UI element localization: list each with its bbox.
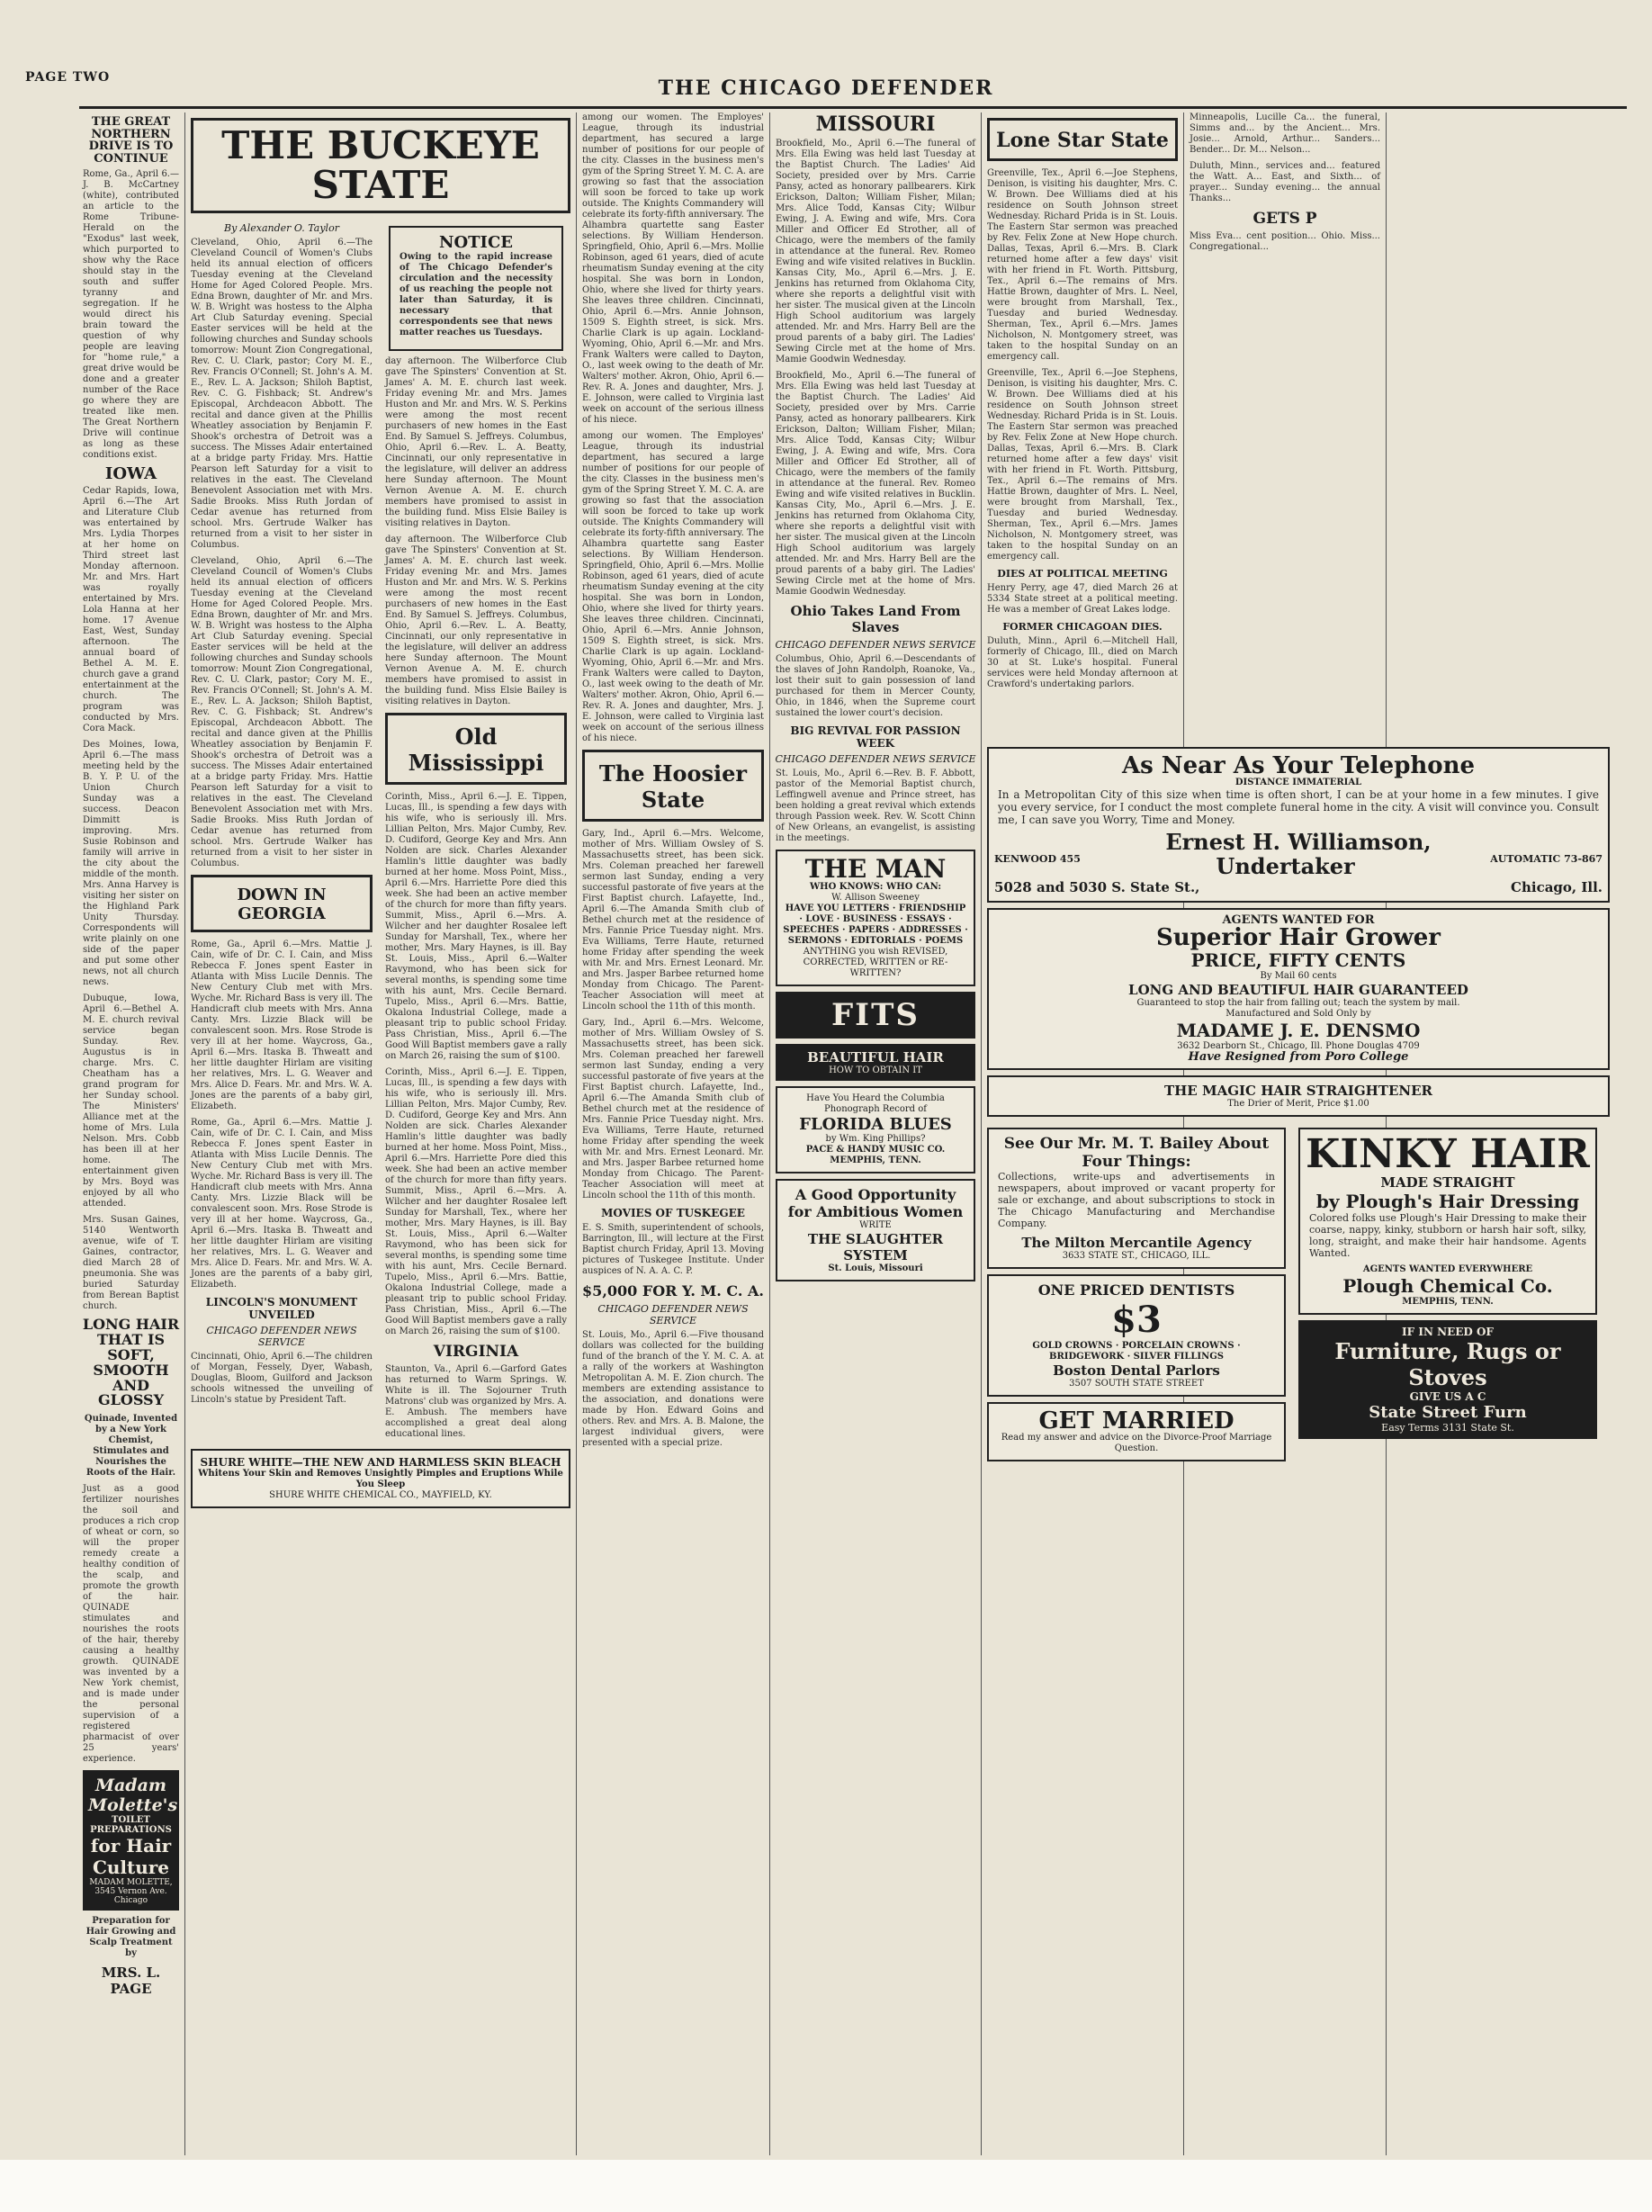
story-body: day afternoon. The Wilberforce Club gave The Spinsters' Convention at St. James' A. M. E. church last week. Friday evening Mr. and Mrs. James Huston and Mr. and Mrs. W. S. Perkins were among the most recent purchasers of new homes in the East End. By Samuel S. Jeffreys. Columbus, Ohio, April 6.—Rev. L. A. Beatty, Cincinnati, our only representative in the legislature, will deliver an address here Sunday afternoon. The Mount Vernon Avenue A. M. E. church members have promised to assist in the building fund. Miss Elsie Bailey is visiting relatives in Dayton.	[385, 535, 567, 707]
buckeye-left	[187, 220, 376, 1445]
opportunity-ad	[776, 1179, 975, 1281]
dentists-price: $3	[1111, 1299, 1162, 1341]
column-1	[79, 112, 183, 2155]
madam-ad-line1: TOILET PREPARATIONS	[90, 1815, 172, 1836]
column-3	[579, 112, 768, 2155]
agents-mfg: Manufactured and Sold Only by	[1226, 1009, 1371, 1019]
opp-ad-city: St. Louis, Missouri	[828, 1263, 923, 1274]
man-ad-name: W. Allison Sweeney	[831, 893, 920, 904]
undertaker-name: Ernest H. Williamson,	[1165, 829, 1432, 855]
buckeye-headline-box	[191, 118, 570, 213]
story-body: Greenville, Tex., April 6.—Joe Stephens, Denison, is visiting his daughter, Mrs. C. W. Brown. Dee Williams died at his residence on South Johnson street Wednesday. Richard Prida is in St. Louis. The Eastern Star sermon was preached by Rev. Felix Zone at New Hope church. Dallas, Texas, April 6.—Mrs. B. Clark returned home after a few days' visit with her friend in Ft. Worth. Pittsburg, Tex., April 6.—The remains of Mrs. Hattie Brown, daughter of Mrs. L. Neel, were brought from Marshall, Tex., Tuesday and buried Wednesday. Sherman, Tex., April 6.—Mrs. James Nicholson, N. Montgomery street, was taken to the hospital Sunday on an emergency call.	[987, 168, 1178, 362]
furn-name: State Street Furn	[1369, 1403, 1527, 1422]
page-ad-title: Preparation for Hair Growing and Scalp Treatment by	[85, 1916, 176, 1959]
section-head-ymca: $5,000 FOR Y. M. C. A.	[582, 1282, 764, 1299]
hair-ad-sub: HOW TO OBTAIN IT	[829, 1066, 922, 1076]
story-body: Corinth, Miss., April 6.—J. E. Tippen, Lucas, Ill., is spending a few days with his wife, who is seriously ill. Mrs. Lillian Pelton, Mrs. Major Cumby, Rev. D. Cudiford, George Key and Mrs. Ann Nolden are sick. Charles Alexander Hamlin's little daughter was badly burned at her home. Moss Point, Miss., April 6.—Mrs. Harriette Pore died this week. She had been an active member of the church for more than fifty years. Summit, Miss., April 6.—Mrs. A. Wilcher and her daughter Rosalee left Sunday for Marshall, Tex., where her mother, Mrs. Mary Haynes, is ill. Bay St. Louis, Miss., April 6.—Walter Ravymond, who has been sick for several months, is spending some time with his aunt, Mrs. Cecile Bernard. Tupelo, Miss., April 6.—Mrs. Battie, Okalona Industrial College, made a pleasant trip to public school Friday. Pass Christian, Miss., April 6.—The Good Will Baptist members gave a rally on March 26, raising the sum of $100.	[385, 792, 567, 1062]
story-body: Gary, Ind., April 6.—Mrs. Welcome, mother of Mrs. William Owsley of S. Massachusetts street, has been sick. Mrs. Coleman preached her farewell sermon last Sunday, ending a very successful pastorate of five years at the First Baptist church. Lafayette, Ind., April 6.—The Amanda Smith club of Bethel church met at the residence of Mrs. Fannie Price Tuesday night. Mrs. Eva Williams, Terre Haute, returned home Friday after spending the week with Mr. and Mrs. Ernest Leonard. Mr. and Mrs. Jasper Barbee returned home Monday from Chicago. The Parent-Teacher Association will meet at Lincoln school the 11th of this month.	[582, 829, 764, 1012]
furn-main: Furniture, Rugs or Stoves	[1334, 1338, 1561, 1390]
page-ad-name: MRS. L. PAGE	[101, 1965, 161, 1998]
column-divider	[981, 112, 982, 2155]
news-service: CHICAGO DEFENDER NEWS SERVICE	[597, 1303, 749, 1326]
beautiful-hair-ad	[776, 1044, 975, 1081]
section-head-georgia: DOWN IN GEORGIA	[237, 886, 327, 924]
lower-ads-right	[1295, 1122, 1601, 1467]
hair-grower-ad	[987, 908, 1610, 1070]
furn-terms: Easy Terms 3131 State St.	[1381, 1422, 1514, 1434]
madam-ad-address: MADAM MOLETTE, 3545 Vernon Ave. Chicago	[89, 1878, 173, 1906]
news-service: CHICAGO DEFENDER NEWS SERVICE	[775, 639, 976, 652]
byline: By Alexander O. Taylor	[224, 222, 339, 235]
story-body: Brookfield, Mo., April 6.—The funeral of Mrs. Ella Ewing was held last Tuesday at the Baptist Church. The Ladies' Aid Society, presided over by Mrs. Carrie Pansy, acted as honorary pallbearers. Kirk Erickson, Dalton; William Fisher, Milan; Mrs. Alice Todd, Kansas City; Wilbur Ewing, J. A. Ewing and wife, Mrs. Cora Miller and Officer Ed Strother, all of Chicago, were the members of the family in attendance at the funeral. Rev. Romeo Ewing and wife visited relatives in Bucklin. Kansas City, Mo., April 6.—Mrs. J. E. Jenkins has returned from Oklahoma City, where she reports a delightful visit with her sister. The musical given at the Lincoln High School auditorium was largely attended. Mr. and Mrs. Harry Bell are the proud parents of a baby girl. The Ladies' Sewing Circle met at the home of Mrs. Mamie Goodwin Wednesday.	[776, 371, 975, 598]
dentists-lines: GOLD CROWNS · PORCELAIN CROWNS · BRIDGEWORK · SILVER FILLINGS	[1032, 1341, 1241, 1362]
story-body: Brookfield, Mo., April 6.—The funeral of Mrs. Ella Ewing was held last Tuesday at the Baptist Church. The Ladies' Aid Society, presided over by Mrs. Carrie Pansy, acted as honorary pallbearers. Kirk Erickson, Dalton; William Fisher, Milan; Mrs. Alice Todd, Kansas City; Wilbur Ewing, J. A. Ewing and wife, Mrs. Cora Miller and Officer Ed Strother, all of Chicago, were the members of the family in attendance at the funeral. Rev. Romeo Ewing and wife visited relatives in Bucklin. Kansas City, Mo., April 6.—Mrs. J. E. Jenkins has returned from Oklahoma City, where she reports a delightful visit with her sister. The musical given at the Lincoln High School auditorium was largely attended. Mr. and Mrs. Harry Bell are the proud parents of a baby girl. The Ladies' Sewing Circle met at the home of Mrs. Mamie Goodwin Wednesday.	[776, 139, 975, 365]
story-body: E. S. Smith, superintendent of schools, Barrington, Ill., will lecture at the First Baptist church Friday, April 13. Moving pictures of Tuskegee Institute. Under auspices of N. A. A. C. P.	[582, 1223, 764, 1276]
mississippi-head-box	[385, 713, 567, 785]
story-body: among our women. The Employes' League, through its industrial department, has secured a large number of positions for our people of the city. Classes in the business men's gym of the Spring Street Y. M. C. A. are growing so fast that the association will soon be forced to take up work outside. The Knights Commandery will celebrate its forty-fifth anniversary. The Alhambra quartette sang Easter selections. By William Henderson. Springfield, Ohio, April 6.—Mrs. Mollie Robinson, aged 61 years, died of acute rheumatism Sunday evening at the city hospital. She was born in London, Ohio, where she lived for thirty years. She leaves three children. Cincinnati, Ohio, April 6.—Mrs. Annie Johnson, 1509 S. Eighth street, is sick. Mrs. Charlie Clark is up again. Lockland-Wyoming, Ohio, April 6.—Mr. and Mrs. Frank Walters were called to Dayton, O., last week owing to the death of Mr. Walters' mother. Akron, Ohio, April 6.—Rev. R. A. Jones and daughter, Mrs. J. E. Johnson, were called to Virginia last week on account of the serious illness of his niece.	[582, 112, 764, 425]
paper-masthead: THE CHICAGO DEFENDER	[658, 76, 994, 100]
right-ads-area	[983, 747, 1613, 2151]
section-head-mississippi: Old Mississippi	[408, 724, 544, 777]
section-head-virginia: VIRGINIA	[433, 1343, 519, 1362]
blues-ad-line: Have You Heard the Columbia Phonograph Record of	[806, 1093, 945, 1115]
story-body: Cincinnati, Ohio, April 6.—The children of Morgan, Fessely, Dyer, Wabash, Douglas, Bloom, Guilford and Jackson schools witnessed the unveiling of Lincoln's statue by President Taft.	[191, 1352, 373, 1406]
column-divider	[769, 112, 770, 2155]
obituary: Mrs. Susan Gaines, 5140 Wentworth avenue, wife of T. Gaines, contractor, died March 28 of pneumonia. She was buried Saturday from Berean Baptist church.	[83, 1215, 179, 1312]
story-body: Gary, Ind., April 6.—Mrs. Welcome, mother of Mrs. William Owsley of S. Massachusetts street, has been sick. Mrs. Coleman preached her farewell sermon last Sunday, ending a very successful pastorate of five years at the First Baptist church. Lafayette, Ind., April 6.—The Amanda Smith club of Bethel church met at the residence of Mrs. Fannie Price Tuesday night. Mrs. Eva Williams, Terre Haute, returned home Friday after spending the week with Mr. and Mrs. Ernest Leonard. Mr. and Mrs. Jasper Barbee returned home Monday from Chicago. The Parent-Teacher Association will meet at Lincoln school the 11th of this month.	[582, 1018, 764, 1200]
column-6-top	[1186, 112, 1384, 688]
shure-white-ad	[191, 1449, 570, 1508]
man-ad-list: HAVE YOU LETTERS · FRIENDSHIP · LOVE · BUSINESS · ESSAYS · SPEECHES · PAPERS · ADDRESSES · SERMONS · EDITORIALS · POEMS	[783, 904, 968, 947]
story-body: Miss Eva... cent position... Ohio. Miss... Congregational...	[1190, 231, 1380, 252]
undertaker-city: Chicago, Ill.	[1511, 879, 1603, 895]
story-body: among our women. The Employes' League, through its industrial department, has secured a large number of positions for our people of the city. Classes in the business men's gym of the Spring Street Y. M. C. A. are growing so fast that the association will soon be forced to take up work outside. The Knights Commandery will celebrate its forty-fifth anniversary. The Alhambra quartette sang Easter selections. By William Henderson. Springfield, Ohio, April 6.—Mrs. Mollie Robinson, aged 61 years, died of acute rheumatism Sunday evening at the city hospital. She was born in London, Ohio, where she lived for thirty years. She leaves three children. Cincinnati, Ohio, April 6.—Mrs. Annie Johnson, 1509 S. Eighth street, is sick. Mrs. Charlie Clark is up again. Lockland-Wyoming, Ohio, April 6.—Mr. and Mrs. Frank Walters were called to Dayton, O., last week owing to the death of Mr. Walters' mother. Akron, Ohio, April 6.—Rev. R. A. Jones and daughter, Mrs. J. E. Johnson, were called to Virginia last week on account of the serious illness of his niece.	[582, 431, 764, 743]
hair-ad-head: BEAUTIFUL HAIR	[807, 1049, 944, 1066]
blues-ad-by: by Wm. King Phillips?	[825, 1134, 926, 1145]
section-head-movies: MOVIES OF TUSKEGEE	[601, 1207, 745, 1219]
milton-name: The Milton Mercantile Agency	[1021, 1235, 1252, 1251]
furn-give: GIVE US A C	[1409, 1390, 1486, 1403]
blues-ad-head: FLORIDA BLUES	[799, 1115, 952, 1135]
kinky-by: by Plough's Hair Dressing	[1315, 1191, 1580, 1212]
agents-address: 3632 Dearborn St., Chicago, Ill. Phone Douglas 4709	[1177, 1041, 1420, 1051]
section-head-lone-star: Lone Star State	[996, 129, 1169, 152]
story-body: Rome, Ga., April 6.—Mrs. Mattie J. Cain, wife of Dr. C. I. Cain, and Miss Rebecca F. Jones spent Easter in Atlanta with Miss Lucile Dennis. The New Century Club met with Mrs. Wyche. Mr. Richard Bass is very ill. The Handicraft club meets with Mrs. Anna Canty. Mrs. Lizzie Black will be convalescent soon. Mrs. Rose Strode is very ill at her home. Waycross, Ga., April 6.—Mrs. Itaska B. Thweatt and her little daughter Hirlam are visiting her relatives, Mrs. L. G. Weaver and Mrs. Alice D. Fears. Mr. and Mrs. W. A. Jones are the parents of a baby girl, Elizabeth.	[191, 1118, 373, 1290]
story-body: St. Louis, Mo., April 6.—Five thousand dollars was collected for the building fund of the branch of the Y. M. C. A. at a rally of the workers at Washington Metropolitan A. M. E. Zion church. The members are extending assistance to the association, and donations were made by Hon. Edward Goins and others. Rev. and Mrs. A. B. Malone, the largest individual givers, were presented with a special prize.	[582, 1330, 764, 1448]
fits-ad	[776, 992, 975, 1039]
dentists-address: 3507 SOUTH STATE STREET	[1069, 1379, 1204, 1389]
magic-ad-price: The Drier of Merit, Price $1.00	[1227, 1099, 1369, 1109]
agents-name: MADAME J. E. DENSMO	[1176, 1020, 1421, 1041]
section-head-lincoln: LINCOLN'S MONUMENT UNVEILED	[205, 1296, 358, 1322]
notice-box	[389, 226, 563, 351]
story-body: Corinth, Miss., April 6.—J. E. Tippen, Lucas, Ill., is spending a few days with his wife, who is seriously ill. Mrs. Lillian Pelton, Mrs. Major Cumby, Rev. D. Cudiford, George Key and Mrs. Ann Nolden are sick. Charles Alexander Hamlin's little daughter was badly burned at her home. Moss Point, Miss., April 6.—Mrs. Harriette Pore died this week. She had been an active member of the church for more than fifty years. Summit, Miss., April 6.—Mrs. A. Wilcher and her daughter Rosalee left Sunday for Marshall, Tex., where her mother, Mrs. Mary Haynes, is ill. Bay St. Louis, Miss., April 6.—Walter Ravymond, who has been sick for several months, is spending some time with his aunt, Mrs. Cecile Bernard. Tupelo, Miss., April 6.—Mrs. Battie, Okalona Industrial College, made a pleasant trip to public school Friday. Pass Christian, Miss., April 6.—The Good Will Baptist members gave a rally on March 26, raising the sum of $100.	[385, 1067, 567, 1337]
undertaker-head: As Near As Your Telephone	[1121, 752, 1476, 779]
story-body: Rome, Ga., April 6.—J. B. McCartney (white), contributed an article to the Rome Tribune-Herald on the "Exodus" last week, which purported to show why the Race should stay in the south and suffer tyranny and segregation. If he would direct his brain toward the question of why people are leaving for "home rule," a great drive would be done and a greater number of the Race go where they are treated like men. The Great Northern Drive will continue as long as these conditions exist.	[83, 168, 179, 460]
kinky-company: Plough Chemical Co.	[1342, 1275, 1553, 1297]
opp-ad-head: A Good Opportunity for Ambitious Women	[787, 1186, 964, 1221]
dentists-name: Boston Dental Parlors	[1053, 1362, 1220, 1379]
undertaker-phone-2: AUTOMATIC 73-867	[1490, 853, 1603, 865]
section-head-former: FORMER CHICAGOAN DIES.	[1002, 621, 1163, 633]
agents-product: Superior Hair Grower	[1156, 924, 1441, 951]
undertaker-text: In a Metropolitan City of this size when time is often short, I can be at your home in a few minutes. I give you every service, for I conduct the most complete funeral home in the city. A visit will convince you. Consult me, I can save you Worry, Time and Money.	[998, 788, 1599, 826]
section-head-revival: BIG REVIVAL FOR PASSION WEEK	[790, 724, 961, 751]
madam-molette-ad	[83, 1770, 179, 1911]
kinky-head: KINKY HAIR	[1306, 1131, 1590, 1177]
quinade-ad-sub: Quinade, Invented by a New York Chemist, Stimulates and Nourishes the Roots of the Hair.	[84, 1414, 178, 1479]
married-head: GET MARRIED	[1038, 1407, 1235, 1434]
story-body: Henry Perry, age 47, died March 26 at 5334 State street at a political meeting. He was a member of Great Lakes lodge.	[987, 583, 1178, 615]
opp-ad-write: WRITE	[859, 1220, 892, 1231]
kinky-city: MEMPHIS, TENN.	[1402, 1297, 1494, 1307]
dentists-head: ONE PRICED DENTISTS	[1037, 1281, 1235, 1299]
section-head-hoosier: The Hoosier State	[598, 760, 748, 813]
agents-price: PRICE, FIFTY CENTS	[1190, 949, 1406, 971]
notice-title: NOTICE	[439, 233, 513, 253]
shure-white-head: SHURE WHITE—THE NEW AND HARMLESS SKIN BLEACH	[200, 1456, 561, 1470]
kinky-hair-ad	[1298, 1128, 1597, 1315]
buckeye-headline: THE BUCKEYE STATE	[221, 123, 540, 208]
milton-address: 3633 STATE ST., CHICAGO, ILL.	[1062, 1251, 1211, 1261]
florida-blues-ad	[776, 1086, 975, 1173]
section-head-ohio-slaves: Ohio Takes Land From Slaves	[790, 603, 961, 636]
undertaker-address: 5028 and 5030 S. State St.,	[994, 879, 1200, 895]
buckeye-right	[382, 220, 570, 1445]
undertaker-phones	[994, 853, 1603, 879]
lower-ads-left	[983, 1122, 1289, 1467]
story-body: Staunton, Va., April 6.—Garford Gates has returned to Warm Springs. W. White is ill. The Sojourner Truth Matrons' club was organized by Mrs. A. E. Ambush. The members have accomplished a great deal along educational lines.	[385, 1364, 567, 1440]
married-ad	[987, 1402, 1286, 1461]
undertaker-title: Undertaker	[1216, 853, 1355, 879]
section-head-political: DIES AT POLITICAL MEETING	[997, 568, 1168, 580]
bailey-head: See Our Mr. M. T. Bailey About Four Things:	[1003, 1135, 1270, 1171]
dentists-ad	[987, 1274, 1286, 1397]
column-4	[772, 112, 979, 2155]
kinky-text: Colored folks use Plough's Hair Dressing to make their coarse, nappy, kinky, stubborn or harsh hair soft, silky, long, straight, and make their hair handsome. Agents Wanted.	[1309, 1212, 1586, 1259]
column-2	[187, 112, 574, 2155]
blues-ad-footer: PACE & HANDY MUSIC CO. MEMPHIS, TENN.	[805, 1145, 946, 1166]
magic-ad	[987, 1075, 1610, 1117]
agents-long: LONG AND BEAUTIFUL HAIR GUARANTEED	[1128, 982, 1468, 998]
kinky-agents: AGENTS WANTED EVERYWHERE	[1362, 1264, 1533, 1274]
lone-star-head-box	[987, 118, 1178, 161]
story-body: Rome, Ga., April 6.—Mrs. Mattie J. Cain, wife of Dr. C. I. Cain, and Miss Rebecca F. Jones spent Easter in Atlanta with Miss Lucile Dennis. The New Century Club met with Mrs. Wyche. Mr. Richard Bass is very ill. The Handicraft club meets with Mrs. Anna Canty. Mrs. Lizzie Black will be convalescent soon. Mrs. Rose Strode is very ill at her home. Waycross, Ga., April 6.—Mrs. Itaska B. Thweatt and her little daughter Hirlam are visiting her relatives, Mrs. L. G. Weaver and Mrs. Alice D. Fears. Mr. and Mrs. W. A. Jones are the parents of a baby girl, Elizabeth.	[191, 940, 373, 1112]
torn-paper-edge	[0, 2160, 1652, 2212]
story-body: Dubuque, Iowa, April 6.—Bethel A. M. E. church revival service began Sunday. Rev. Augustus is in charge. Mrs. C. Cheatham has a grand program for her Sunday school. The Ministers' Alliance met at the home of Mrs. Lula Nelson. Mrs. Cobb has been ill at her home. The entertainment given by Mrs. Boyd was enjoyed by all who attended.	[83, 994, 179, 1209]
madam-ad-title: Madam Molette's	[88, 1776, 178, 1816]
man-ad-sub: WHO KNOWS: WHO CAN:	[809, 882, 942, 893]
man-ad-head: THE MAN	[804, 854, 947, 885]
story-body: Cedar Rapids, Iowa, April 6.—The Art and Literature Club was entertained by Mrs. Lydia Thorpes at her home on Third street last Monday afternoon. Mr. and Mrs. Hart was royally entertained by Mrs. Lola Hanna at her home. 17 Avenue East, West, Sunday afternoon. The annual board of Bethel A. M. E. church gave a grand entertainment at the church. The program was conducted by Mrs. Cora Mack.	[83, 486, 179, 734]
section-head-gets: GETS P	[1252, 210, 1317, 228]
buckeye-two-col	[187, 220, 574, 1445]
story-body: Cleveland, Ohio, April 6.—The Cleveland Council of Women's Clubs held its annual election of officers Tuesday evening at the Cleveland Home for Aged Colored People. Mrs. Edna Brown, daughter of Mr. and Mrs. W. B. Wright was hostess to the Alpha Art Club Saturday evening. Special Easter services will be held at the following churches and Sunday schools tomorrow: Mount Zion Congregational, Rev. C. U. Clark, pastor; Cory M. E., Rev. Francis O'Connell; St. John's A. M. E., Rev. L. A. Jackson; Shiloh Baptist, Rev. C. G. Fishback; St. Andrew's Episcopal, Archdeacon Abbott. The recital and dance given at the Phillis Wheatley association by Benjamin F. Shook's orchestra of Detroit was a success. The Misses Adair entertained at a bridge party Friday. Mrs. Hattie Pearson left Saturday for a visit to relatives in the east. The Cleveland Benevolent Association met with Mrs. Sadie Brooks. Miss Ruth Jordan of Cedar avenue has returned from school. Mrs. Gertrude Walker has returned from a visit to her sister in Columbus.	[191, 556, 373, 869]
column-divider	[576, 112, 577, 2155]
undertaker-ad	[987, 747, 1610, 903]
bailey-text: Collections, write-ups and advertisements in newspapers, about improved or vacant property for sale or exchange, and about subscriptions to stock in The Chicago Manufacturing and Merchandise Company.	[998, 1171, 1275, 1229]
story-body: day afternoon. The Wilberforce Club gave The Spinsters' Convention at St. James' A. M. E. church last week. Friday evening Mr. and Mrs. James Huston and Mr. and Mrs. W. S. Perkins were among the most recent purchasers of new homes in the East End. By Samuel S. Jeffreys. Columbus, Ohio, April 6.—Rev. L. A. Beatty, Cincinnati, our only representative in the legislature, will deliver an address here Sunday afternoon. The Mount Vernon Avenue A. M. E. church members have promised to assist in the building fund. Miss Elsie Bailey is visiting relatives in Dayton.	[385, 356, 567, 529]
hoosier-head-box	[582, 750, 764, 822]
undertaker-address-row	[994, 879, 1603, 895]
furn-head: IF IN NEED OF	[1402, 1326, 1494, 1338]
story-body: St. Louis, Mo., April 6.—Rev. B. F. Abbott, pastor of the Memorial Baptist church, Leffingwell avenue and Prince street, has been holding a great revival which extends through Passion week. Rev. W. Scott Chinn of New Orleans, an evangelist, is assisting in the meetings.	[776, 769, 975, 844]
agents-note: Have Resigned from Poro College	[1188, 1050, 1409, 1064]
page-number: PAGE TWO	[25, 70, 111, 85]
section-head-missouri: MISSOURI	[815, 112, 936, 136]
quinade-ad-body: Just as a good fertilizer nourishes the soil and produces a rich crop of wheat or corn, so will the proper remedy create a healthy condition of the scalp, and promote the growth of the hair. QUINADE stimulates and nourishes the roots of the hair, thereby causing a healthy growth. QUINADE was invented by a New York chemist, and is made under the personal supervision of a registered pharmacist of over 25 years' experience.	[83, 1484, 179, 1765]
story-body: Duluth, Minn., April 6.—Mitchell Hall, formerly of Chicago, Ill., died on March 30 at St. Luke's hospital. Funeral services were held Monday afternoon at Crawford's undertaking parlors.	[987, 636, 1178, 689]
fits-ad-head: FITS	[831, 997, 920, 1034]
story-body: Columbus, Ohio, April 6.—Descendants of the slaves of John Randolph, Roanoke, Va., lost their suit to gain possession of land purchased for them in Mercer County, Ohio, in 1846, when the Supreme court sustained the lower court's decision.	[776, 654, 975, 719]
agents-mail: By Mail 60 cents	[1260, 971, 1337, 981]
shure-white-sub: Whitens Your Skin and Removes Unsightly Pimples and Eruptions While You Sleep	[198, 1469, 563, 1490]
georgia-head-box	[191, 875, 373, 932]
married-text: Read my answer and advice on the Divorce-Proof Marriage Question.	[1001, 1433, 1272, 1453]
kinky-sub: MADE STRAIGHT	[1380, 1174, 1515, 1191]
undertaker-phone-1: KENWOOD 455	[994, 853, 1081, 865]
story-body: Minneapolis, Lucille Ca... the funeral, Simms and... by the Ancient... Mrs. Josie... Arnold, Arthur... Sanders... Bender... Dr. M... Nelson...	[1190, 112, 1380, 155]
story-headline: THE GREAT NORTHERN DRIVE IS TO CONTINUE	[88, 115, 174, 166]
notice-body: Owing to the rapid increase of The Chicago Defender's circulation and the necessity of us reaching the people not later than Saturday, it is necessary that correspondents see that news matter reaches us Tuesdays.	[400, 252, 552, 338]
masthead-rule	[79, 106, 1627, 109]
magic-ad-head: THE MAGIC HAIR STRAIGHTENER	[1163, 1083, 1433, 1099]
section-head-iowa: IOWA	[104, 463, 157, 483]
bailey-ad	[987, 1128, 1286, 1269]
undertaker-sub: DISTANCE IMMATERIAL	[1235, 778, 1362, 787]
the-man-ad	[776, 850, 975, 986]
story-body: Greenville, Tex., April 6.—Joe Stephens, Denison, is visiting his daughter, Mrs. C. W. Brown. Dee Williams died at his residence on South Johnson street Wednesday. Richard Prida is in St. Louis. The Eastern Star sermon was preached by Rev. Felix Zone at New Hope church. Dallas, Texas, April 6.—Mrs. B. Clark returned home after a few days' visit with her friend in Ft. Worth. Pittsburg, Tex., April 6.—The remains of Mrs. Hattie Brown, daughter of Mrs. L. Neel, were brought from Marshall, Tex., Tuesday and buried Wednesday. Sherman, Tex., April 6.—Mrs. James Nicholson, N. Montgomery street, was taken to the hospital Sunday on an emergency call.	[987, 368, 1178, 562]
quinade-ad-headline: LONG HAIR THAT IS SOFT, SMOOTH AND GLOSSY	[82, 1316, 180, 1409]
story-body: Des Moines, Iowa, April 6.—The mass meeting held by the B. Y. P. U. of the Union Church Sunday was a success. Deacon Dimmitt is improving. Mrs. Susie Robinson and family will arrive in the city about the middle of the month. Mrs. Anna Harvey is visiting her sister on the Highland Park Unity Thursday. Correspondents will write plainly on one side of the paper and put some other news, not all church news.	[83, 740, 179, 988]
man-ad-footer: ANYTHING you wish REVISED, CORRECTED, WRITTEN or RE-WRITTEN?	[803, 947, 948, 979]
story-body: Duluth, Minn., services and... featured the Watt. A... East, and Sixth... of prayer... Sunday evening... the annual Thanks...	[1190, 161, 1380, 203]
agents-guar: Guaranteed to stop the hair from falling out; teach the system by mail.	[1136, 998, 1460, 1008]
column-divider	[184, 112, 185, 2155]
shure-white-footer: SHURE WHITE CHEMICAL CO., MAYFIELD, KY.	[269, 1490, 492, 1501]
lower-ads-row	[983, 1122, 1613, 1467]
agents-head: AGENTS WANTED FOR	[1222, 913, 1375, 927]
news-service: CHICAGO DEFENDER NEWS SERVICE	[206, 1325, 357, 1349]
news-service: CHICAGO DEFENDER NEWS SERVICE	[775, 753, 976, 766]
madam-ad-line2: for Hair Culture	[90, 1835, 172, 1879]
furniture-ad	[1298, 1320, 1597, 1439]
story-body: Cleveland, Ohio, April 6.—The Cleveland Council of Women's Clubs held its annual election of officers Tuesday evening at the Cleveland Home for Aged Colored People. Mrs. Edna Brown, daughter of Mr. and Mrs. W. B. Wright was hostess to the Alpha Art Club Saturday evening. Special Easter services will be held at the following churches and Sunday schools tomorrow: Mount Zion Congregational, Rev. C. U. Clark, pastor; Cory M. E., Rev. Francis O'Connell; St. John's A. M. E., Rev. L. A. Jackson; Shiloh Baptist, Rev. C. G. Fishback; St. Andrew's Episcopal, Archdeacon Abbott. The recital and dance given at the Phillis Wheatley association by Benjamin F. Shook's orchestra of Detroit was a success. The Misses Adair entertained at a bridge party Friday. Mrs. Hattie Pearson left Saturday for a visit to relatives in the east. The Cleveland Benevolent Association met with Mrs. Sadie Brooks. Miss Ruth Jordan of Cedar avenue has returned from school. Mrs. Gertrude Walker has returned from a visit to her sister in Columbus.	[191, 238, 373, 551]
opp-ad-name: THE SLAUGHTER SYSTEM	[807, 1231, 944, 1264]
